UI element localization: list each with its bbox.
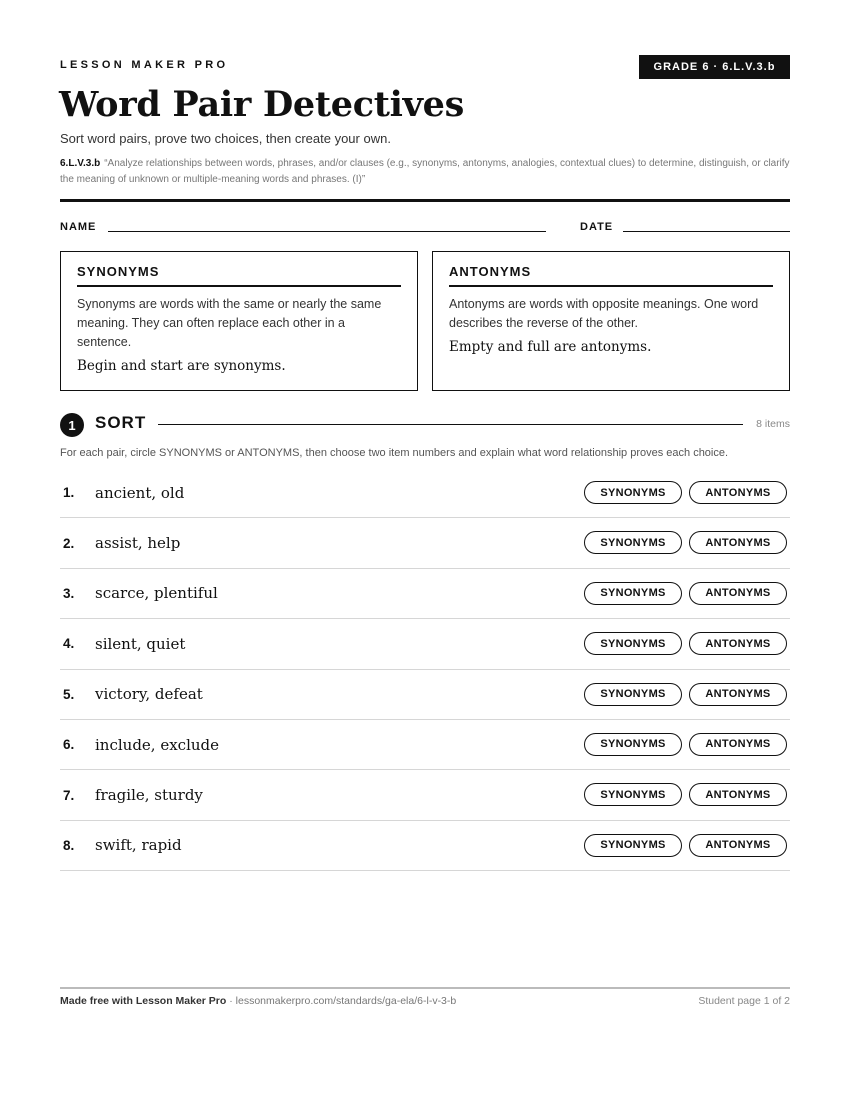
antonyms-example: Empty and full are antonyms. [449, 339, 652, 355]
synonyms-definition-box [60, 251, 418, 391]
brand-name: LESSON MAKER PRO [60, 59, 229, 71]
word-pair: silent, quiet [95, 634, 186, 653]
item-number: 4. [63, 636, 75, 652]
page-subtitle: Sort word pairs, prove two choices, then create your own. [60, 131, 391, 146]
antonyms-choice-button[interactable]: ANTONYMS [689, 683, 787, 706]
header-divider [60, 199, 790, 202]
choice-group [584, 834, 787, 857]
synonyms-choice-button[interactable]: SYNONYMS [584, 683, 682, 706]
synonyms-choice-button[interactable]: SYNONYMS [584, 834, 682, 857]
section-instructions: For each pair, circle SYNONYMS or ANTONYMS, then choose two item numbers and explain what word relationship proves each choice. [60, 447, 729, 459]
synonyms-definition: Synonyms are words with the same or nearly the same meaning. They can often replace each other in a sentence. [77, 297, 382, 349]
standard-description [60, 156, 795, 188]
choice-group [584, 632, 787, 655]
footer-credit [60, 995, 456, 1007]
section-title: SORT [95, 413, 147, 432]
synonyms-choice-button[interactable]: SYNONYMS [584, 481, 682, 504]
choice-group [584, 531, 787, 554]
word-pair-row [60, 821, 790, 871]
footer-url[interactable]: · lessonmakerpro.com/standards/ga-ela/6-l-v-3-b [226, 995, 457, 1007]
synonyms-choice-button[interactable]: SYNONYMS [584, 783, 682, 806]
word-pair-row [60, 569, 790, 619]
item-number: 8. [63, 837, 75, 853]
synonyms-choice-button[interactable]: SYNONYMS [584, 582, 682, 605]
choice-group [584, 481, 787, 504]
choice-group [584, 683, 787, 706]
choice-group [584, 783, 787, 806]
antonyms-choice-button[interactable]: ANTONYMS [689, 582, 787, 605]
word-pair-row [60, 720, 790, 770]
date-label: DATE [580, 221, 614, 233]
antonyms-heading: ANTONYMS [449, 264, 773, 287]
word-pair: scarce, plentiful [95, 584, 218, 603]
word-pair: assist, help [95, 534, 181, 553]
word-pair-row [60, 518, 790, 568]
page-number: Student page 1 of 2 [698, 995, 790, 1007]
footer-divider [60, 987, 790, 989]
antonyms-definition: Antonyms are words with opposite meanings. One word describes the reverse of the other. [449, 297, 759, 330]
antonyms-definition-box [432, 251, 790, 391]
antonyms-choice-button[interactable]: ANTONYMS [689, 632, 787, 655]
section-number-badge: 1 [60, 413, 84, 437]
item-number: 2. [63, 535, 75, 551]
synonyms-choice-button[interactable]: SYNONYMS [584, 733, 682, 756]
item-number: 7. [63, 787, 75, 803]
word-pair-row [60, 468, 790, 518]
antonyms-choice-button[interactable]: ANTONYMS [689, 733, 787, 756]
choice-group [584, 733, 787, 756]
grade-badge: GRADE 6 · 6.L.V.3.b [639, 55, 790, 79]
synonyms-example: Begin and start are synonyms. [77, 358, 286, 374]
standard-text: “Analyze relationships between words, phrases, and/or clauses (e.g., synonyms, antonyms, analogies, contextual clues) to determine, distinguish, or clarify the meaning of unknown or multiple-meaning words and phrases. (I)” [60, 158, 790, 185]
word-pair: victory, defeat [95, 685, 203, 704]
synonyms-choice-button[interactable]: SYNONYMS [584, 632, 682, 655]
section-divider [158, 424, 743, 425]
synonyms-choice-button[interactable]: SYNONYMS [584, 531, 682, 554]
choice-group [584, 582, 787, 605]
word-pair-list [60, 468, 790, 871]
word-pair-row [60, 770, 790, 820]
item-number: 3. [63, 585, 75, 601]
antonyms-choice-button[interactable]: ANTONYMS [689, 834, 787, 857]
name-label: NAME [60, 221, 97, 233]
item-count: 8 items [756, 418, 790, 430]
page-title: Word Pair Detectives [59, 84, 465, 125]
date-field[interactable] [623, 231, 790, 232]
word-pair: include, exclude [95, 735, 220, 754]
name-field[interactable] [108, 231, 546, 232]
item-number: 1. [63, 485, 75, 501]
antonyms-choice-button[interactable]: ANTONYMS [689, 531, 787, 554]
item-number: 5. [63, 686, 75, 702]
word-pair-row [60, 619, 790, 669]
word-pair: swift, rapid [95, 836, 182, 855]
footer-made-with: Made free with Lesson Maker Pro [60, 995, 227, 1007]
synonyms-heading: SYNONYMS [77, 264, 401, 287]
word-pair: fragile, sturdy [95, 786, 203, 805]
word-pair: ancient, old [95, 483, 185, 502]
standard-code: 6.L.V.3.b [60, 158, 101, 169]
antonyms-choice-button[interactable]: ANTONYMS [689, 783, 787, 806]
word-pair-row [60, 670, 790, 720]
antonyms-choice-button[interactable]: ANTONYMS [689, 481, 787, 504]
item-number: 6. [63, 737, 75, 753]
